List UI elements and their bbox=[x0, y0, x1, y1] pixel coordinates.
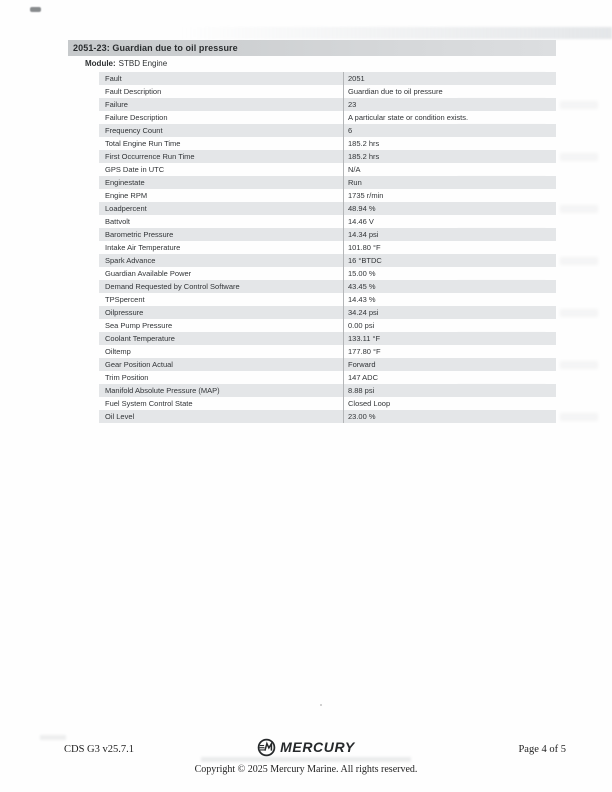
row-label: Fuel System Control State bbox=[105, 399, 193, 408]
table-row bbox=[99, 306, 556, 319]
fault-header-bar bbox=[68, 40, 556, 56]
row-label: Frequency Count bbox=[105, 126, 163, 135]
row-value: 177.80 °F bbox=[343, 345, 556, 358]
row-label: Demand Requested by Control Software bbox=[105, 282, 240, 291]
table-row bbox=[99, 111, 556, 124]
scan-artifact bbox=[560, 153, 598, 161]
table-row bbox=[99, 410, 556, 423]
row-value: Guardian due to oil pressure bbox=[343, 85, 556, 98]
row-value: 48.94 % bbox=[343, 202, 556, 215]
scan-artifact bbox=[560, 257, 598, 265]
row-value: 0.00 psi bbox=[343, 319, 556, 332]
module-value: STBD Engine bbox=[118, 59, 168, 68]
row-value: 185.2 hrs bbox=[343, 150, 556, 163]
row-value: 15.00 % bbox=[343, 267, 556, 280]
row-value: 185.2 hrs bbox=[343, 137, 556, 150]
row-label: TPSpercent bbox=[105, 295, 145, 304]
row-label: Manifold Absolute Pressure (MAP) bbox=[105, 386, 220, 395]
table-row bbox=[99, 293, 556, 306]
row-value: 147 ADC bbox=[343, 371, 556, 384]
row-label: Guardian Available Power bbox=[105, 269, 192, 278]
table-row bbox=[99, 384, 556, 397]
table-row bbox=[99, 241, 556, 254]
table-row bbox=[99, 280, 556, 293]
row-label: Coolant Temperature bbox=[105, 334, 175, 343]
table-row bbox=[99, 137, 556, 150]
scan-artifact bbox=[201, 757, 411, 762]
row-value: 133.11 °F bbox=[343, 332, 556, 345]
table-row bbox=[99, 254, 556, 267]
table-row bbox=[99, 202, 556, 215]
row-value: Forward bbox=[343, 358, 556, 371]
row-value: 1735 r/min bbox=[343, 189, 556, 202]
table-row bbox=[99, 85, 556, 98]
table-row bbox=[99, 358, 556, 371]
scan-artifact bbox=[180, 27, 612, 39]
row-label: Fault bbox=[105, 74, 122, 83]
mercury-logo-icon bbox=[257, 738, 276, 757]
fault-table bbox=[99, 72, 556, 423]
table-row bbox=[99, 163, 556, 176]
row-value: 6 bbox=[343, 124, 556, 137]
row-label: Spark Advance bbox=[105, 256, 156, 265]
row-value: 23.00 % bbox=[343, 410, 556, 423]
table-row bbox=[99, 267, 556, 280]
scan-artifact bbox=[560, 361, 598, 369]
page-indicator: Page 4 of 5 bbox=[518, 744, 566, 755]
table-row bbox=[99, 124, 556, 137]
brand-name: MERCURY bbox=[280, 739, 355, 755]
row-label: Oiltemp bbox=[105, 347, 131, 356]
row-value: 2051 bbox=[343, 72, 556, 85]
row-label: Oil Level bbox=[105, 412, 135, 421]
row-value: 23 bbox=[343, 98, 556, 111]
row-value: Closed Loop bbox=[343, 397, 556, 410]
row-label: Loadpercent bbox=[105, 204, 147, 213]
table-row bbox=[99, 215, 556, 228]
app-version: CDS G3 v25.7.1 bbox=[64, 744, 135, 755]
row-label: First Occurrence Run Time bbox=[105, 152, 195, 161]
row-label: Total Engine Run Time bbox=[105, 139, 181, 148]
table-row bbox=[99, 371, 556, 384]
scan-artifact bbox=[560, 413, 598, 421]
copyright-text: Copyright © 2025 Mercury Marine. All rights reserved. bbox=[194, 764, 418, 775]
module-label: Module: bbox=[85, 59, 116, 68]
scan-artifact bbox=[320, 704, 322, 706]
row-value: 8.88 psi bbox=[343, 384, 556, 397]
table-row bbox=[99, 319, 556, 332]
row-value: 34.24 psi bbox=[343, 306, 556, 319]
row-value: 101.80 °F bbox=[343, 241, 556, 254]
scan-artifact bbox=[560, 309, 598, 317]
row-label: Battvolt bbox=[105, 217, 131, 226]
table-row bbox=[99, 397, 556, 410]
scan-artifact bbox=[560, 205, 598, 213]
row-value: A particular state or condition exists. bbox=[343, 111, 556, 124]
table-row bbox=[99, 332, 556, 345]
row-value: N/A bbox=[343, 163, 556, 176]
table-row bbox=[99, 176, 556, 189]
row-label: Trim Position bbox=[105, 373, 149, 382]
fault-title: 2051-23: Guardian due to oil pressure bbox=[73, 43, 238, 53]
row-label: Sea Pump Pressure bbox=[105, 321, 173, 330]
row-label: Failure Description bbox=[105, 113, 168, 122]
row-label: Enginestate bbox=[105, 178, 145, 187]
row-value: 14.34 psi bbox=[343, 228, 556, 241]
row-value: 43.45 % bbox=[343, 280, 556, 293]
table-row bbox=[99, 98, 556, 111]
row-value: 16 °BTDC bbox=[343, 254, 556, 267]
table-row bbox=[99, 150, 556, 163]
row-label: Intake Air Temperature bbox=[105, 243, 181, 252]
row-label: Fault Description bbox=[105, 87, 162, 96]
scan-artifact bbox=[30, 7, 41, 12]
table-row bbox=[99, 228, 556, 241]
row-value: Run bbox=[343, 176, 556, 189]
table-row bbox=[99, 189, 556, 202]
row-label: Gear Position Actual bbox=[105, 360, 173, 369]
row-label: Barometric Pressure bbox=[105, 230, 174, 239]
row-label: Engine RPM bbox=[105, 191, 148, 200]
row-value: 14.46 V bbox=[343, 215, 556, 228]
table-row bbox=[99, 345, 556, 358]
row-label: Oilpressure bbox=[105, 308, 144, 317]
scan-artifact bbox=[560, 101, 598, 109]
row-label: GPS Date in UTC bbox=[105, 165, 165, 174]
table-row bbox=[99, 72, 556, 85]
row-label: Failure bbox=[105, 100, 128, 109]
row-value: 14.43 % bbox=[343, 293, 556, 306]
module-line bbox=[85, 57, 167, 71]
